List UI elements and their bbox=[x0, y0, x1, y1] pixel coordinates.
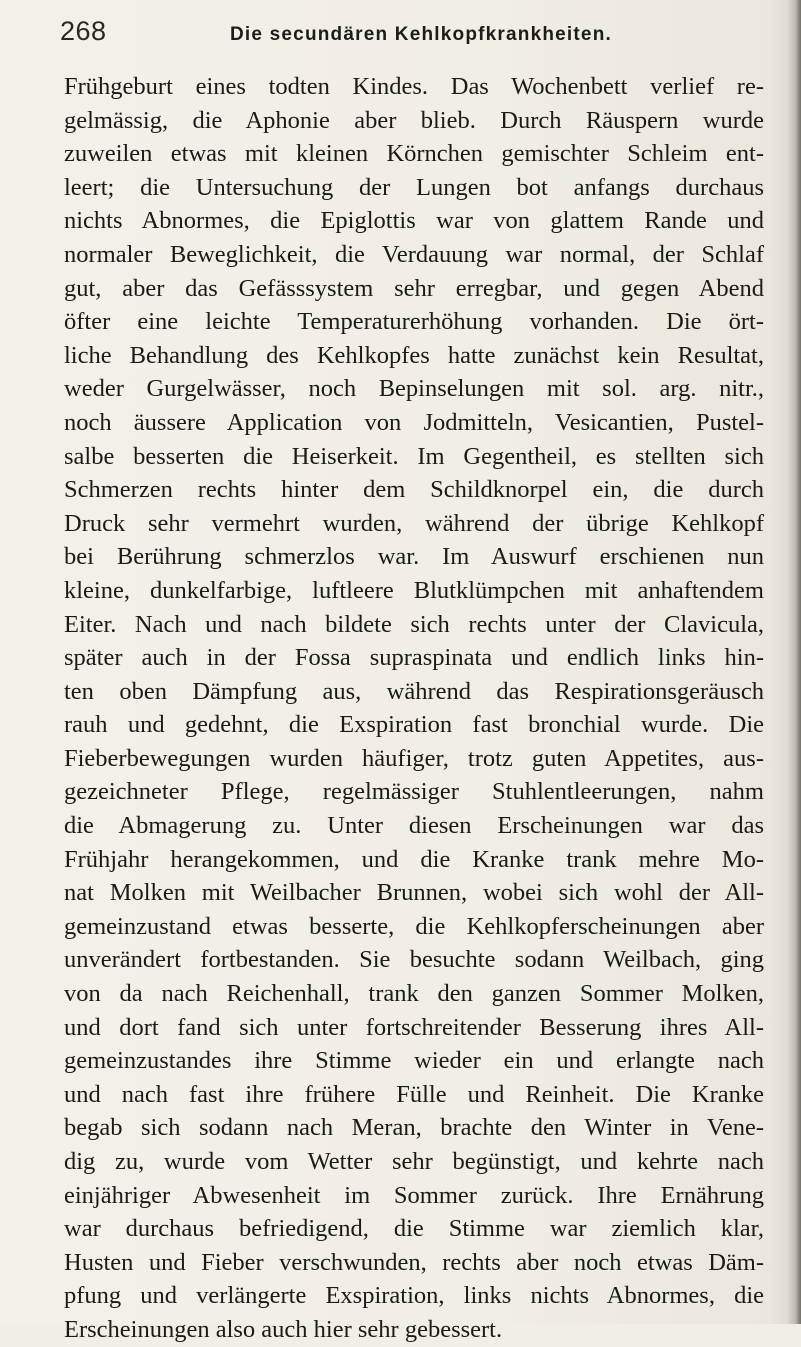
running-head: Die secundären Kehlkopfkrankheiten. bbox=[230, 24, 612, 45]
text-line: unverändert fortbestanden. Sie besuchte sodann Weilbach, ging bbox=[64, 946, 764, 974]
text-line: und dort fand sich unter fortschreitender Besserung ihres All- bbox=[64, 1013, 764, 1041]
text-line: rauh und gedehnt, die Exspiration fast bronchial wurde. Die bbox=[64, 711, 764, 739]
text-line: gemeinzustand etwas besserte, die Kehlkopferscheinungen aber bbox=[64, 912, 764, 940]
text-line: nat Molken mit Weilbacher Brunnen, wobei sich wohl der All- bbox=[64, 879, 764, 907]
text-line: pfung und verlängerte Exspiration, links nichts Abnormes, die bbox=[64, 1282, 764, 1310]
text-line: normaler Beweglichkeit, die Verdauung war normal, der Schlaf bbox=[64, 240, 764, 268]
text-line: ten oben Dämpfung aus, während das Respirationsgeräusch bbox=[64, 677, 764, 705]
body-text bbox=[64, 70, 764, 1347]
text-line: bei Berührung schmerzlos war. Im Auswurf erschienen nun bbox=[64, 543, 764, 571]
page-edge-shadow bbox=[787, 0, 801, 1324]
text-line: Frühjahr herangekommen, und die Kranke trank mehre Mo- bbox=[64, 845, 764, 873]
text-line: Fieberbewegungen wurden häufiger, trotz guten Appetites, aus- bbox=[64, 744, 764, 772]
text-line: war durchaus befriedigend, die Stimme war ziemlich klar, bbox=[64, 1215, 764, 1243]
text-line: Druck sehr vermehrt wurden, während der übrige Kehlkopf bbox=[64, 509, 764, 537]
text-line: dig zu, wurde vom Wetter sehr begünstigt, und kehrte nach bbox=[64, 1148, 764, 1175]
text-line: liche Behandlung des Kehlkopfes hatte zunächst kein Resultat, bbox=[64, 341, 764, 369]
text-line: Eiter. Nach und nach bildete sich rechts unter der Clavicula, bbox=[64, 610, 764, 638]
text-line: Schmerzen rechts hinter dem Schildknorpel ein, die durch bbox=[64, 476, 764, 504]
text-line: von da nach Reichenhall, trank den ganzen Sommer Molken, bbox=[64, 980, 764, 1008]
text-line-last: Erscheinungen also auch hier sehr gebessert. bbox=[64, 1315, 503, 1343]
page-header bbox=[60, 16, 760, 56]
text-line: gemeinzustandes ihre Stimme wieder ein und erlangte nach bbox=[64, 1047, 764, 1075]
text-line: die Abmagerung zu. Unter diesen Erscheinungen war das bbox=[64, 812, 764, 840]
text-line: weder Gurgelwässer, noch Bepinselungen mit sol. arg. nitr., bbox=[64, 375, 764, 403]
text-line: zuweilen etwas mit kleinen Körnchen gemischter Schleim ent- bbox=[64, 140, 764, 168]
text-line: später auch in der Fossa supraspinata und endlich links hin- bbox=[64, 644, 764, 672]
text-line: gezeichneter Pflege, regelmässiger Stuhlentleerungen, nahm bbox=[64, 778, 764, 806]
text-line: nichts Abnormes, die Epiglottis war von glattem Rande und bbox=[64, 207, 764, 235]
text-line: und nach fast ihre frühere Fülle und Reinheit. Die Kranke bbox=[64, 1080, 764, 1108]
text-line: noch äussere Application von Jodmitteln, Vesicantien, Pustel- bbox=[64, 408, 764, 436]
text-line: öfter eine leichte Temperaturerhöhung vorhanden. Die ört- bbox=[64, 308, 764, 336]
text-line: einjähriger Abwesenheit im Sommer zurück. Ihre Ernährung bbox=[64, 1181, 764, 1209]
page-number: 268 bbox=[60, 16, 107, 46]
text-line: gelmässig, die Aphonie aber blieb. Durch Räuspern wurde bbox=[64, 106, 764, 134]
text-line: leert; die Untersuchung der Lungen bot anfangs durchaus bbox=[64, 173, 764, 201]
text-line: Frühgeburt eines todten Kindes. Das Wochenbett verlief re- bbox=[64, 73, 764, 100]
text-line: gut, aber das Gefässsystem sehr erregbar, und gegen Abend bbox=[64, 274, 764, 302]
text-line: salbe besserten die Heiserkeit. Im Gegentheil, es stellten sich bbox=[64, 442, 764, 470]
text-line: kleine, dunkelfarbige, luftleere Blutklümpchen mit anhaftendem bbox=[64, 576, 764, 604]
text-line: Husten und Fieber verschwunden, rechts aber noch etwas Däm- bbox=[64, 1248, 764, 1276]
text-line: begab sich sodann nach Meran, brachte den Winter in Vene- bbox=[64, 1114, 764, 1142]
